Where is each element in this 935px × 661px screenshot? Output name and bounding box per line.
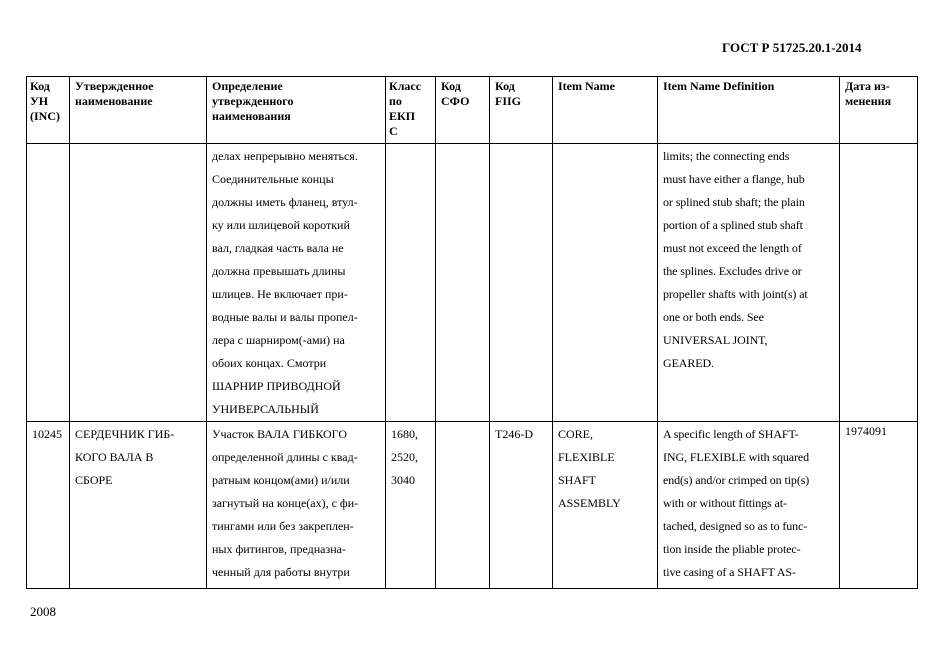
cell-definition-ru: делах непрерывно меняться. Соединительные концы должны иметь фланец, втул- ку или шлицевой короткий вал, гладкая часть вала не должна превышать длины шлицев. Не включает при- водные валы и валы пропел- лера с шарниром(-ами) на обоих концах. Смотри ШАРНИР ПРИВОДНОЙ УНИВЕРСАЛЬНЫЙ [207, 144, 386, 422]
cell-date [840, 144, 918, 422]
cell-inc [27, 144, 70, 422]
standard-code: ГОСТ Р 51725.20.1-2014 [722, 40, 862, 55]
cell-definition-en: limits; the connecting ends must have either a flange, hub or splined stub shaft; the plain portion of a splined stub shaft must not exceed the length of the splines. Excludes drive or propeller shafts with joint(s) at one or both ends. See UNIVERSAL JOINT, GEARED. [658, 144, 840, 422]
col-header-inc: Код УН (INC) [27, 77, 70, 144]
table-row [27, 422, 918, 589]
cell-date: 1974091 [840, 422, 918, 589]
cell-definition-en: A specific length of SHAFT- ING, FLEXIBLE with squared end(s) and/or crimped on tip(s) with or without fittings at- tached, designed so as to func- tion inside the pliable protec- tive casing of a SHAFT AS- [658, 422, 840, 589]
col-header-item-name: Item Name [553, 77, 658, 144]
page-number: 2008 [30, 604, 56, 619]
cell-approved-name: СЕРДЕЧНИК ГИБ- КОГО ВАЛА В СБОРЕ [70, 422, 207, 589]
catalog-table [26, 76, 918, 589]
col-header-approved-name: Утвержденное наименование [70, 77, 207, 144]
cell-item-name: CORE, FLEXIBLE SHAFT ASSEMBLY [553, 422, 658, 589]
col-header-class: Класс по ЕКП С [386, 77, 436, 144]
cell-class: 1680, 2520, 3040 [386, 422, 436, 589]
table-row [27, 144, 918, 422]
cell-sfo [436, 422, 490, 589]
header-row [27, 77, 918, 144]
cell-inc: 10245 [27, 422, 70, 589]
col-header-fiig: Код FIIG [490, 77, 553, 144]
cell-fiig: T246-D [490, 422, 553, 589]
cell-class [386, 144, 436, 422]
cell-item-name [553, 144, 658, 422]
col-header-definition-ru: Определение утвержденного наименования [207, 77, 386, 144]
cell-sfo [436, 144, 490, 422]
cell-approved-name [70, 144, 207, 422]
col-header-date: Дата из- менения [840, 77, 918, 144]
col-header-definition-en: Item Name Definition [658, 77, 840, 144]
col-header-sfo: Код СФО [436, 77, 490, 144]
cell-definition-ru: Участок ВАЛА ГИБКОГО определенной длины с квад- ратным концом(ами) и/или загнутый на конце(ах), с фи- тингами или без закреплен- ных фитингов, предназна- ченный для работы внутри [207, 422, 386, 589]
cell-fiig [490, 144, 553, 422]
